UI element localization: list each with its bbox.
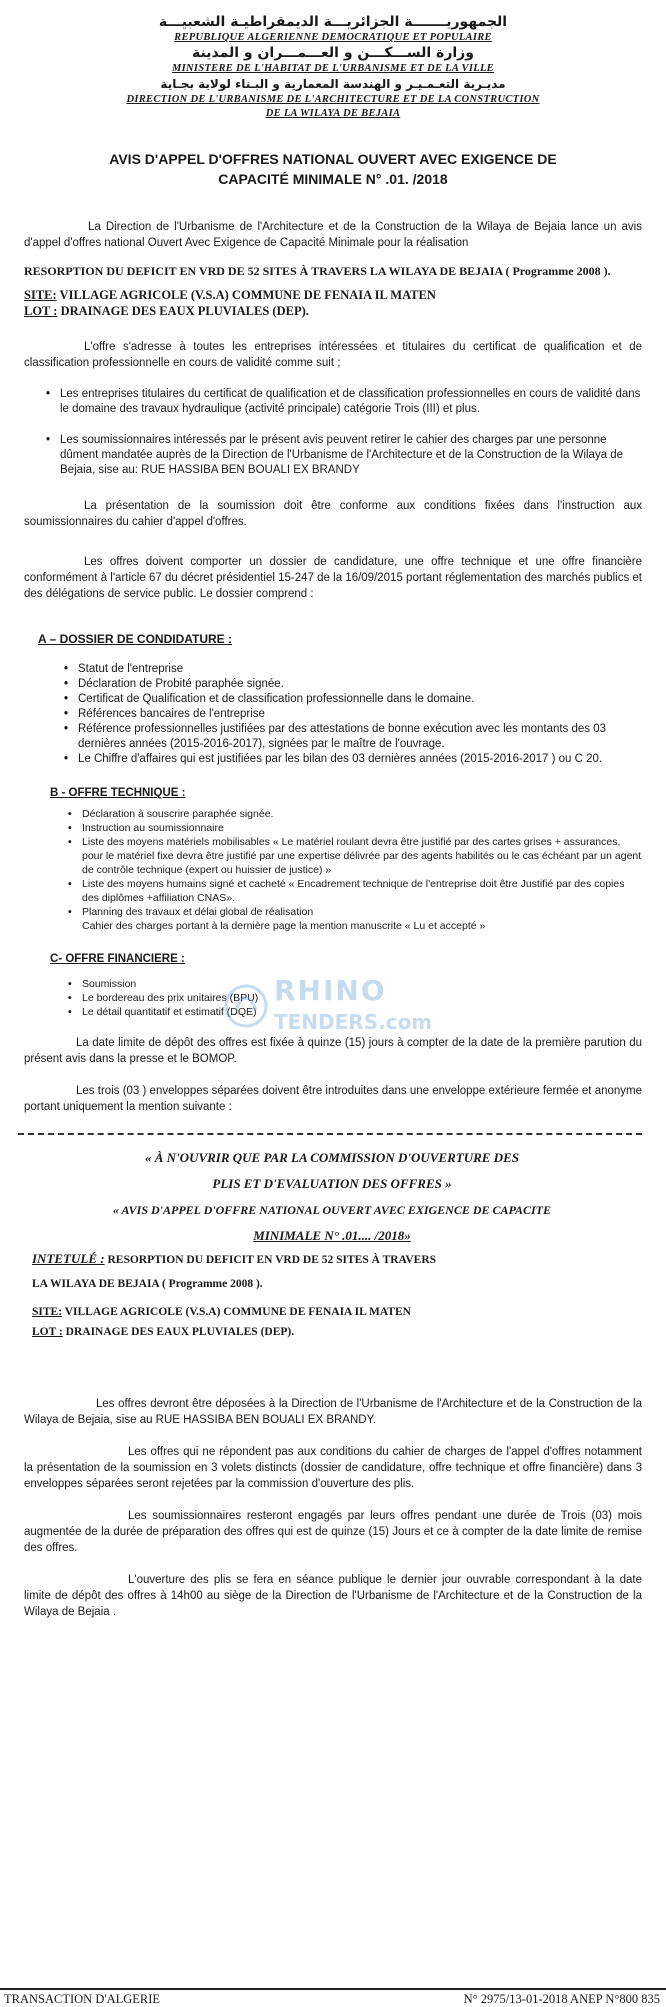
opening-paragraph: L'ouverture des plis se fera en séance publique le dernier jour ouvrable correspondant à la date limite de dépôt des offres à 14h00 au siège de la Direction de l'Urbanisme de l'Architecture et de la Construction de la Wilaya de Bejaia . (24, 1574, 642, 1618)
box-site-label: SITE: (32, 1306, 63, 1318)
section-b-note: Cahier des charges portant à la dernière page la mention manuscrite « Lu et accepté » (82, 920, 486, 932)
box-lot-label: LOT : (32, 1326, 63, 1338)
rhino-tenders-watermark (222, 970, 462, 1042)
site-value: VILLAGE AGRICOLE (V.S.A) COMMUNE DE FENAIA IL MATEN (56, 288, 436, 302)
project-object: RESORPTION DU DEFICIT EN VRD DE 52 SITES À TRAVERS LA WILAYA DE BEJAIA ( Programme 2008 ). (24, 264, 611, 278)
notice-title (24, 149, 642, 189)
lot-line (24, 303, 642, 319)
envelope-mention-box (18, 1133, 642, 1350)
engagement-paragraph: Les soumissionnaires resteront engagés par leurs offres pendant une durée de Trois (03) mois augmentée de la durée de préparation des offres qui est de quinze (15) Jours et ce à compter de la date limite de remise des offres. (24, 1510, 642, 1554)
footer-reference: N° 2975/13-01-2018 ANEP N°800 835 (463, 1992, 660, 2006)
list-item: • Références bancaires de l'entreprise (64, 707, 642, 722)
deadline-paragraph: La date limite de dépôt des offres est fixée à quinze (15) jours à compter de la date de la première parution du présent avis dans la presse et le BOMOP. (24, 1037, 642, 1065)
box-lot-value: DRAINAGE DES EAUX PLUVIALES (DEP). (62, 1326, 295, 1338)
list-item: • Certificat de Qualification et de classification professionnelle dans le domaine. (64, 692, 642, 707)
list-item: • Le Chiffre d'affaires qui est justifiées par les bilan des 03 dernières années (2015-2016-2017 ) ou C 20. (64, 752, 642, 767)
list-item: • Liste des moyens humains signé et cacheté « Encadrement technique de l'entreprise doit être Justifié par des copies des diplômes +affiliation CNAS». (68, 877, 642, 905)
watermark-text-1: RHINO (274, 974, 387, 1007)
lot-label: LOT : (24, 304, 58, 318)
eligibility-item: • Les soumissionnaires intéressés par le présent avis peuvent retirer le cahier des charges par une personne dûment mandatée auprès de la Direction de l'Urbanisme de l'Architecture et de la Construction de la Wilaya de Bejaia, sise au: RUE HASSIBA BEN BOUALI EX BRANDY (46, 433, 642, 478)
list-item: • Planning des travaux et délai global de réalisation (68, 905, 642, 919)
box-line-1: « À N'OUVRIR QUE PAR LA COMMISSION D'OUVERTURE DES (145, 1150, 519, 1165)
envelopes-paragraph: Les trois (03 ) enveloppes séparées doivent être introduites dans une enveloppe extérieure fermée et anonyme portant uniquement la mention suivante : (24, 1085, 642, 1113)
section-a-list (64, 662, 642, 767)
box-intitule-label: INTETULÉ : (32, 1251, 105, 1266)
box-line-4: MINIMALE N° .01.... /2018» (253, 1228, 411, 1243)
header-ar-line-1: الجمهوريـــــــة الجزائريـــة الديمقراطيـة الشعبيـــة (158, 14, 508, 30)
list-item: • Instruction au soumissionnaire (68, 821, 642, 835)
header-fr-line-4: DE LA WILAYA DE BEJAIA (265, 108, 401, 119)
lot-value: DRAINAGE DES EAUX PLUVIALES (DEP). (57, 304, 309, 318)
eligibility-list (46, 387, 642, 478)
deposit-paragraph: Les offres devront être déposées à la Direction de l'Urbanisme de l'Architecture et de la Construction de la Wilaya de Bejaia, sise au RUE HASSIBA BEN BOUALI EX BRANDY. (24, 1398, 642, 1426)
header-fr-line-1: REPUBLIQUE ALGERIENNE DEMOCRATIQUE ET POPULAIRE (174, 32, 492, 43)
box-line-2: PLIS ET D'EVALUATION DES OFFRES » (212, 1176, 452, 1191)
list-item: • Déclaration à souscrire paraphée signée. (68, 807, 642, 821)
box-intitule-value-2: LA WILAYA DE BEJAIA ( Programme 2008 ). (32, 1278, 263, 1290)
site-label: SITE: (24, 288, 57, 302)
section-b-list (68, 807, 642, 919)
box-intitule (32, 1249, 632, 1270)
section-c-title: C- OFFRE FINANCIERE : (50, 953, 185, 965)
title-line-2: CAPACITÉ MINIMALE N° .01. /2018 (218, 171, 448, 187)
list-item: • Le détail quantitatif et estimatif (DQE) (68, 1005, 642, 1019)
header-ar-line-3: مديـرية التعـمـيـر و الهندسة المعمارية و البـناء لولاية بجـاية (160, 77, 506, 91)
box-intitule-value: RESORPTION DU DEFICIT EN VRD DE 52 SITES À TRAVERS (104, 1254, 437, 1266)
list-item: • Statut de l'entreprise (64, 662, 642, 677)
site-line (24, 287, 642, 303)
eligibility-item: • Les entreprises titulaires du certificat de qualification et de classification professionnelles en cours de validité dans le domaine des travaux hydraulique (activité principale) catégorie Trois (III) et plus. (46, 387, 642, 417)
dossier-paragraph: Les offres doivent comporter un dossier de candidature, une offre technique et une offre financière conformément à l'article 67 du décret présidentiel 15-247 de la 16/09/2015 portant réglementation des marchés publics et des délégations de service public. Le dossier comprend : (24, 556, 642, 600)
intro-paragraph: La Direction de l'Urbanisme de l'Architecture et de la Construction de la Wilaya de Bejaia lance un avis d'appel d'offres national Ouvert Avec Exigence de Capacité Minimale pour la réalisation (24, 221, 642, 249)
list-item: • Déclaration de Probité paraphée signée. (64, 677, 642, 692)
box-site (32, 1302, 632, 1322)
list-item: • Soumission (68, 977, 642, 991)
footer-publication: TRANSACTION D'ALGERIE (4, 1992, 161, 2006)
title-line-1: AVIS D'APPEL D'OFFRES NATIONAL OUVERT AVEC EXIGENCE DE (109, 151, 557, 167)
offer-paragraph: L'offre s'adresse à toutes les entreprises intéressées et titulaires du certificat de qualification et de classification professionnelle en cours de validité comme suit ; (24, 341, 642, 369)
header-fr-line-3: DIRECTION DE L'URBANISME DE L'ARCHITECTURE ET DE LA CONSTRUCTION (126, 94, 540, 105)
presentation-paragraph: La présentation de la soumission doit être conforme aux conditions fixées dans l'instruction aux soumissionnaires du cahier d'appel d'offres. (24, 500, 642, 528)
ministry-header (24, 14, 642, 121)
header-ar-line-2: وزارة الســـكـــن و العـــمـــران و المدينة (192, 45, 474, 61)
list-item: • Liste des moyens matériels mobilisables « Le matériel roulant devra être justifié par des cartes grises + assurances, pour le matériel fixe devra être justifié par une expertise délivrée par des agents habilités ou le cas échéant par un agent de contrôle technique (expert ou huissier de justice) » (68, 835, 642, 877)
box-line-3: « AVIS D'APPEL D'OFFRE NATIONAL OUVERT AVEC EXIGENCE DE CAPACITE (113, 1203, 551, 1217)
reject-paragraph: Les offres qui ne répondent pas aux conditions du cahier de charges de l'appel d'offres notamment la présentation de la soumission en 3 volets distincts (dossier de candidature, offre technique et offre financière) dans 3 enveloppes séparées seront rejetées par la commission d'ouverture des plis. (24, 1446, 642, 1490)
header-fr-line-2: MINISTERE DE L'HABITAT DE L'URBANISME ET DE LA VILLE (172, 63, 494, 74)
list-item: • Référence professionnelles justifiées par des attestations de bonne exécution avec les montants des 03 dernières années (2015-2016-2017), signées par le maître de l'ouvrage. (64, 722, 642, 752)
section-b-title: B - OFFRE TECHNIQUE : (50, 787, 186, 799)
publication-footer (0, 1988, 666, 2007)
section-a-title: A – DOSSIER DE CONDIDATURE : (38, 632, 233, 646)
list-item: • Le bordereau des prix unitaires (BPU) (68, 991, 642, 1005)
watermark-text-2: TENDERS.com (274, 1010, 433, 1034)
box-lot (32, 1322, 632, 1342)
box-site-value: VILLAGE AGRICOLE (V.S.A) COMMUNE DE FENAIA IL MATEN (62, 1306, 411, 1318)
